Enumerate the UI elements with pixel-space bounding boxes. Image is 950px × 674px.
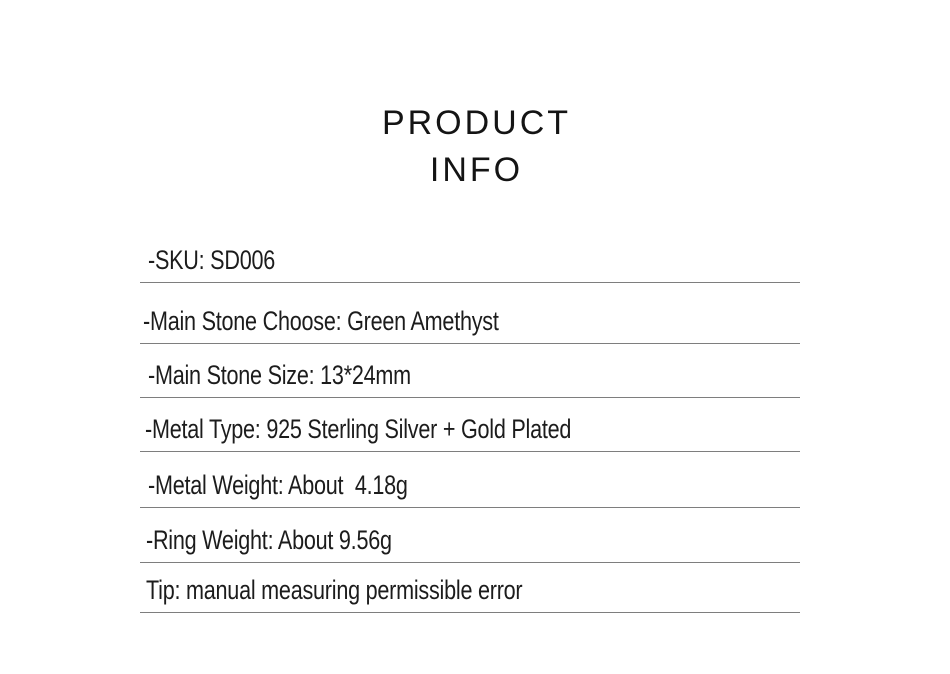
page-title-line1: PRODUCT: [381, 104, 572, 142]
spec-row-main-stone-size: [140, 344, 800, 398]
spec-text-sku: -SKU: SD006: [148, 245, 276, 275]
spec-text-metal-weight: -Metal Weight: About 4.18g: [148, 470, 408, 500]
spec-text-main-stone-size: -Main Stone Size: 13*24mm: [148, 360, 411, 390]
spec-row-metal-type: [140, 398, 800, 452]
spec-row-main-stone-choose: [140, 283, 800, 344]
spec-row-tip: [140, 563, 800, 613]
spec-row-sku: [140, 229, 800, 283]
spec-text-ring-weight: -Ring Weight: About 9.56g: [146, 525, 392, 555]
page-title-line2: INFO: [429, 151, 524, 189]
spec-row-metal-weight: [140, 452, 800, 508]
spec-text-tip: Tip: manual measuring permissible error: [146, 575, 523, 605]
spec-text-main-stone-choose: -Main Stone Choose: Green Amethyst: [143, 306, 499, 336]
spec-list: [140, 229, 800, 613]
spec-text-metal-type: -Metal Type: 925 Sterling Silver + Gold Plated: [145, 414, 572, 444]
page-title: [0, 100, 950, 194]
spec-row-ring-weight: [140, 508, 800, 563]
